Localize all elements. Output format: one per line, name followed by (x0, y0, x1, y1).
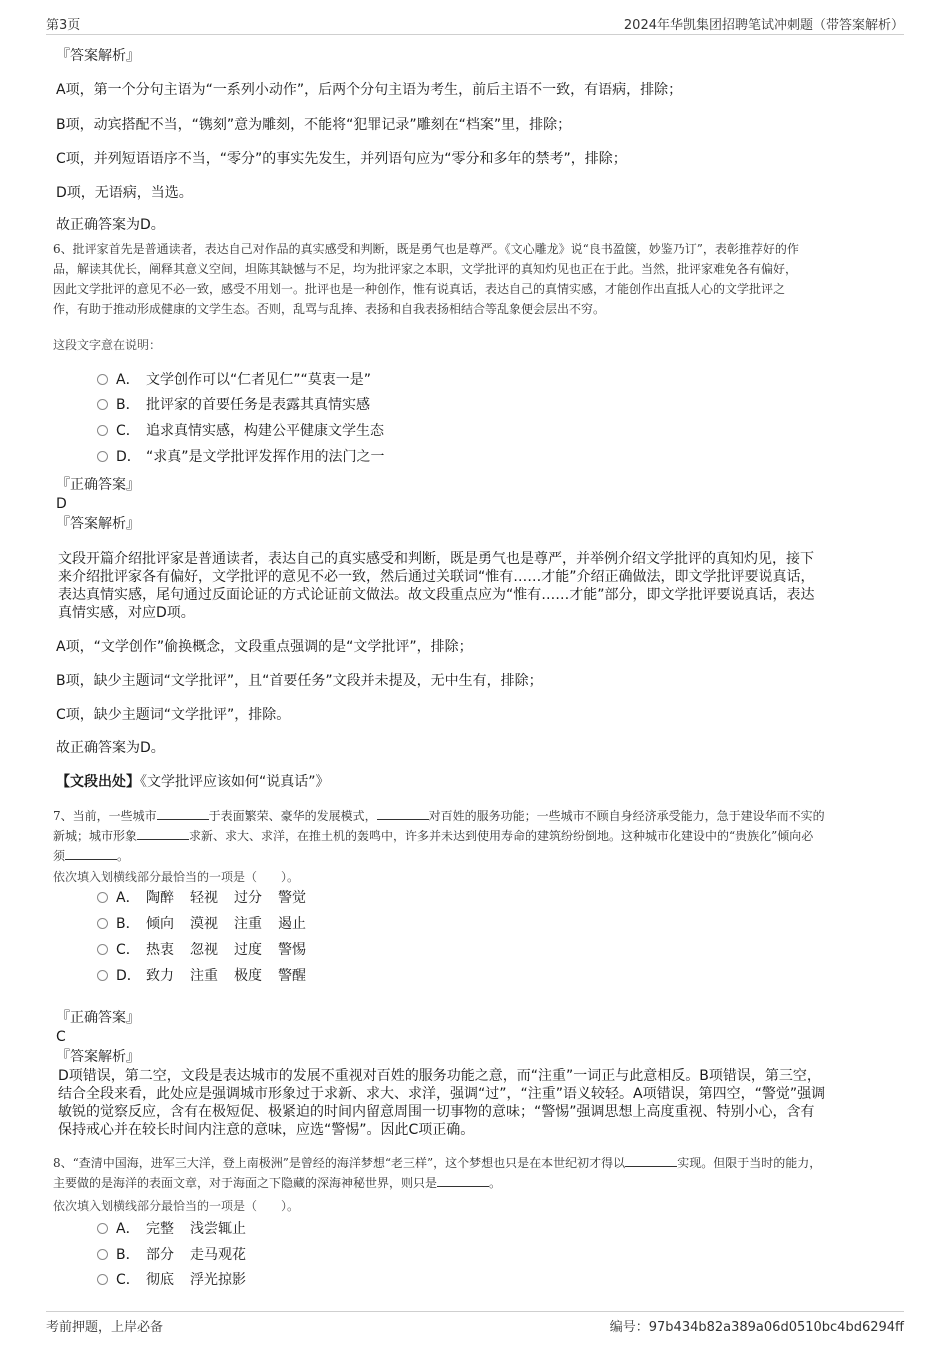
option-word: 警醒 (278, 968, 306, 984)
q8-option-a[interactable] (97, 1219, 262, 1239)
radio-icon[interactable] (97, 425, 108, 436)
option-word: 极度 (234, 968, 262, 984)
radio-icon[interactable] (97, 374, 108, 385)
blank-1 (625, 1154, 677, 1167)
option-key: B． (116, 916, 140, 932)
footer-slogan: 考前押题，上岸必备 (46, 1320, 164, 1335)
option-word: 过分 (234, 890, 262, 906)
q6-stem-line: 因此文学批评的意见不必一致，感受不用划一。批评也是一种创作，惟有说真话，表达自己的真情实感，才能创作出直抵人心的文学批评之 (53, 282, 786, 296)
stem-text: 。 (117, 849, 130, 863)
q7-stem-line (53, 806, 903, 826)
q8-prompt: 依次填入划横线部分最恰当的一项是（ ）。 (53, 1199, 300, 1213)
analysis-line: 文段开篇介绍批评家是普通读者，表达自己的真实感受和判断，既是勇气也是尊严，并举例介绍文学批评的真知灼见，接下 (58, 551, 814, 567)
radio-icon[interactable] (97, 970, 108, 981)
q6-prompt: 这段文字意在说明： (53, 338, 162, 352)
option-word: 彻底 (146, 1272, 174, 1288)
option-word: 致力 (146, 968, 174, 984)
q7-correct-label: 『正确答案』 (56, 1010, 140, 1026)
q5-analysis-b: B项，动宾搭配不当，“镌刻”意为雕刻，不能将“犯罪记录”雕刻在“档案”里，排除； (56, 117, 572, 133)
option-text: 追求真情实感，构建公平健康文学生态 (146, 423, 384, 439)
q8-stem-line (53, 1173, 903, 1193)
option-word: 忽视 (190, 942, 218, 958)
analysis-line: 来介绍批评家各有偏好，文学批评的意见不必一致，然后通过关联词“惟有……才能”介绍正确做法，即文学批评要说真话， (58, 569, 815, 585)
q8-stem (53, 1153, 903, 1193)
option-word: 走马观花 (190, 1247, 246, 1263)
option-key: D． (116, 449, 141, 465)
blank-2 (437, 1174, 489, 1187)
q7-analysis-label: 『答案解析』 (56, 1049, 140, 1065)
option-word: 注重 (190, 968, 218, 984)
analysis-line: 结合全段来看，此处应是强调城市形象过于求新、求大、求洋，强调“过”，“注重”语义较轻。A项错误，第四空，“警觉”强调 (58, 1086, 826, 1102)
option-key: B． (116, 397, 140, 413)
option-word: 浅尝辄止 (190, 1221, 246, 1237)
stem-text: 求新、求大、求洋，在推土机的轰鸣中，许多并未达到使用寿命的建筑纷纷倒地。这种城市化建设中的“贵族化”倾向必 (189, 829, 814, 843)
q5-analysis-a: A项，第一个分句主语为“一系列小动作”，后两个分句主语为考生，前后主语不一致，有语病，排除； (56, 82, 683, 98)
radio-icon[interactable] (97, 1249, 108, 1260)
page-footer (46, 1311, 904, 1338)
analysis-line: 保持戒心并在较长时间内注意的意味，应选“警惕”。因此C项正确。 (58, 1122, 475, 1138)
option-text: 批评家的首要任务是表露其真情实感 (146, 397, 370, 413)
q6-option-d[interactable] (97, 447, 385, 467)
q5-analysis-d: D项，无语病，当选。 (56, 185, 193, 201)
option-word: 遏止 (278, 916, 306, 932)
q6-stem-line: 作，有助于推动形成健康的文学生态。否则，乱骂与乱捧、表扬和自我表扬相结合等乱象便会层出不穷。 (53, 302, 606, 316)
option-word: 完整 (146, 1221, 174, 1237)
document-code: 编号：97b434b82a389a06d0510bc4bd6294ff (609, 1320, 904, 1335)
q7-stem-line (53, 826, 903, 846)
q6-analysis-a: A项，“文学创作”偷换概念，文段重点强调的是“文学批评”，排除； (56, 639, 473, 655)
q8-stem-line (53, 1153, 903, 1173)
q6-conclusion: 故正确答案为D。 (56, 740, 165, 756)
stem-text: 须 (53, 849, 66, 863)
q6-option-c[interactable] (97, 421, 384, 441)
analysis-line: D项错误，第二空，文段是表达城市的发展不重视对百姓的服务功能之意，而“注重”一词正与此意相反。B项错误，第三空， (58, 1068, 821, 1084)
q7-correct-answer: C (56, 1029, 66, 1045)
q7-prompt: 依次填入划横线部分最恰当的一项是（ ）。 (53, 870, 300, 884)
q7-stem (53, 806, 903, 866)
option-key: C． (116, 423, 140, 439)
stem-text: 实现。但限于当时的能力， (677, 1156, 822, 1170)
stem-text: 主要做的是海洋的表面文章，对于海面之下隐藏的深海神秘世界，则只是 (53, 1176, 438, 1190)
option-word: 注重 (234, 916, 262, 932)
page-number: 第3页 (46, 18, 81, 33)
radio-icon[interactable] (97, 1274, 108, 1285)
option-word: 倾向 (146, 916, 174, 932)
analysis-line: 敏锐的觉察反应，含有在极短促、极紧迫的时间内留意周围一切事物的意味；“警惕”强调思想上高度重视、特别小心，含有 (58, 1104, 815, 1120)
stem-text: 7、当前，一些城市 (53, 809, 157, 823)
q7-option-d[interactable] (97, 966, 322, 986)
blank-3 (137, 827, 189, 840)
blank-1 (157, 807, 209, 820)
q6-analysis-label: 『答案解析』 (56, 516, 140, 532)
blank-4 (65, 847, 117, 860)
option-key: A． (116, 890, 140, 906)
q6-stem-line: 6、批评家首先是普通读者，表达自己对作品的真实感受和判断，既是勇气也是尊严。《文心雕龙》说“良书盈箧，妙鉴乃订”，表彰推荐好的作 (53, 242, 799, 256)
q6-correct-answer: D (56, 496, 67, 512)
option-key: C． (116, 1272, 140, 1288)
option-word: 轻视 (190, 890, 218, 906)
q6-stem-line: 品，解读其优长，阐释其意义空间，坦陈其缺憾与不足，均为批评家之本职，文学批评的真知灼见也正在于此。当然，批评家难免各有偏好， (53, 262, 798, 276)
option-word: 警惕 (278, 942, 306, 958)
document-title: 2024年华凯集团招聘笔试冲刺题（带答案解析） (623, 18, 904, 33)
analysis-line: 真情实感，对应D项。 (58, 605, 195, 621)
q7-option-b[interactable] (97, 914, 322, 934)
radio-icon[interactable] (97, 1223, 108, 1234)
q6-analysis-c: C项，缺少主题词“文学批评”，排除。 (56, 707, 291, 723)
option-word: 热衷 (146, 942, 174, 958)
option-word: 陶醉 (146, 890, 174, 906)
radio-icon[interactable] (97, 451, 108, 462)
q8-option-c[interactable] (97, 1270, 262, 1290)
stem-text: 于表面繁荣、豪华的发展模式， (208, 809, 377, 823)
q7-analysis-paragraph (58, 1067, 898, 1139)
q6-option-a[interactable] (97, 370, 371, 390)
option-word: 警觉 (278, 890, 306, 906)
blank-2 (377, 807, 429, 820)
radio-icon[interactable] (97, 892, 108, 903)
option-word: 漠视 (190, 916, 218, 932)
q6-analysis-b: B项，缺少主题词“文学批评”，且“首要任务”文段并未提及，无中生有，排除； (56, 673, 543, 689)
stem-text: 。 (489, 1176, 502, 1190)
q7-option-a[interactable] (97, 888, 322, 908)
q5-analysis-label: 『答案解析』 (56, 48, 140, 64)
q6-correct-label: 『正确答案』 (56, 477, 140, 493)
option-key: D． (116, 968, 141, 984)
source-label: 【文段出处】 (56, 774, 140, 790)
option-key: C． (116, 942, 140, 958)
page-header (46, 14, 904, 35)
q6-source (56, 773, 330, 791)
option-text: 文学创作可以“仁者见仁”“莫衷一是” (146, 372, 372, 388)
stem-text: 新城；城市形象 (53, 829, 138, 843)
option-word: 过度 (234, 942, 262, 958)
option-text: “求真”是文学批评发挥作用的法门之一 (146, 449, 385, 465)
q5-analysis-c: C项，并列短语语序不当，“零分”的事实先发生，并列语句应为“零分和多年的禁考”，排除； (56, 151, 627, 167)
option-word: 浮光掠影 (190, 1272, 246, 1288)
radio-icon[interactable] (97, 944, 108, 955)
option-key: A． (116, 1221, 140, 1237)
q6-option-b[interactable] (97, 395, 370, 415)
stem-text: 对百姓的服务功能；一些城市不顾自身经济承受能力，急于建设华而不实的 (428, 809, 825, 823)
q7-stem-line (53, 846, 903, 866)
radio-icon[interactable] (97, 399, 108, 410)
radio-icon[interactable] (97, 918, 108, 929)
option-word: 部分 (146, 1247, 174, 1263)
stem-text: 8、“查清中国海，进军三大洋，登上南极洲”是曾经的海洋梦想“老三样”，这个梦想也只是在本世纪初才得以 (53, 1156, 626, 1170)
option-key: A． (116, 372, 140, 388)
q6-analysis-paragraph (58, 550, 898, 622)
q8-option-b[interactable] (97, 1245, 262, 1265)
source-title: 《文学批评应该如何“说真话”》 (140, 774, 330, 790)
analysis-line: 表达真情实感，尾句通过反面论证的方式论证前文做法。故文段重点应为“惟有……才能”部分，即文学批评要说真话，表达 (58, 587, 815, 603)
q6-stem (53, 239, 903, 319)
option-key: B． (116, 1247, 140, 1263)
q7-option-c[interactable] (97, 940, 322, 960)
q5-conclusion: 故正确答案为D。 (56, 217, 165, 233)
